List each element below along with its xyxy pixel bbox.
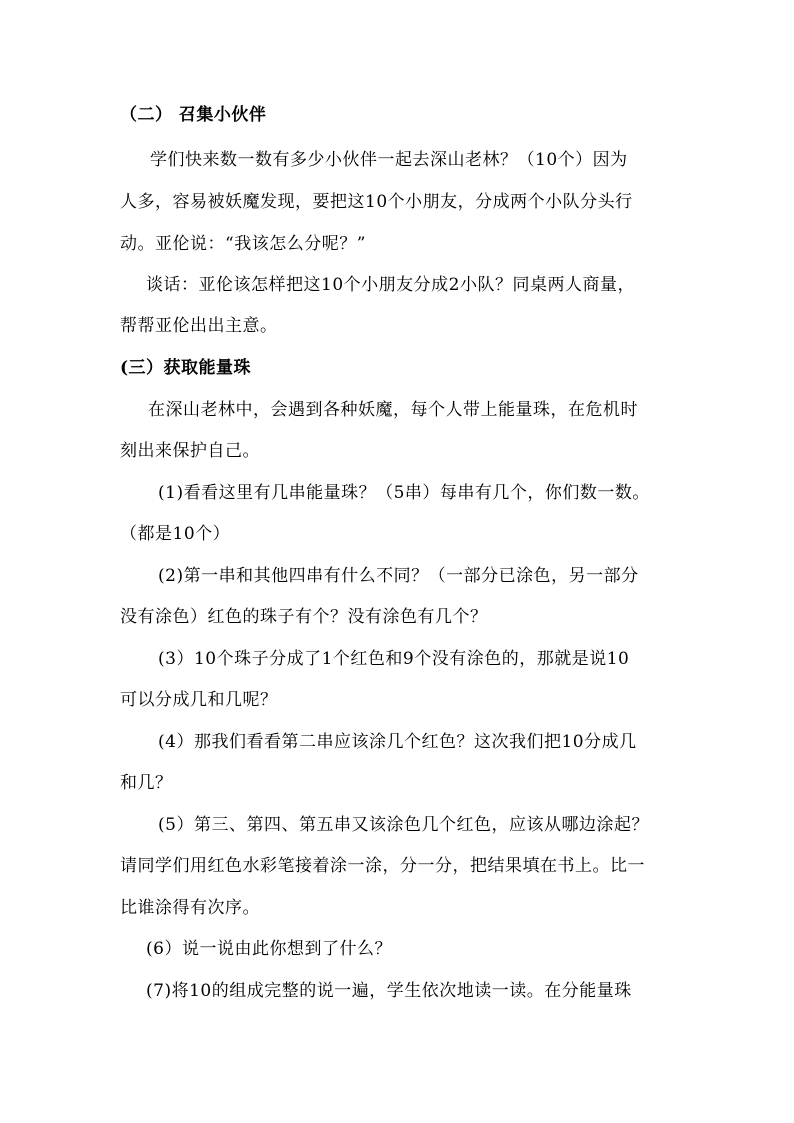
paragraph-line: (5）第三、第四、第五串又该涂色几个红色，应该从哪边涂起？ bbox=[158, 815, 649, 835]
paragraph-line: 刻出来保护自己。 bbox=[120, 441, 260, 461]
paragraph-line: 和几？ bbox=[120, 773, 173, 793]
paragraph-line: (7)将10的组成完整的说一遍，学生依次地读一读。在分能量珠 bbox=[146, 981, 632, 1001]
paragraph-line: 比谁涂得有次序。 bbox=[120, 898, 260, 918]
paragraph-line: (1)看看这里有几串能量珠？（5串）每串有几个，你们数一数。 bbox=[158, 483, 650, 503]
section-3-heading: (三）获取能量珠 bbox=[120, 358, 252, 378]
paragraph-line: (6）说一说由此你想到了什么？ bbox=[146, 939, 392, 959]
paragraph-line: 在深山老林中，会遇到各种妖魔，每个人带上能量珠，在危机时 bbox=[148, 400, 638, 420]
paragraph-line: 没有涂色）红色的珠子有个？没有涂色有几个？ bbox=[120, 607, 488, 627]
paragraph-line: 谈话：亚伦该怎样把这10个小朋友分成2小队？同桌两人商量， bbox=[146, 275, 635, 295]
paragraph-line: (2)第一串和其他四串有什么不同？（一部分已涂色，另一部分 bbox=[158, 566, 639, 586]
section-2-heading: （二） 召集小伙伴 bbox=[120, 105, 267, 125]
paragraph-line: 帮帮亚伦出出主意。 bbox=[120, 316, 278, 336]
paragraph-line: 动。亚伦说：“我该怎么分呢？” bbox=[120, 234, 366, 254]
paragraph-line: 可以分成几和几呢？ bbox=[120, 690, 278, 710]
paragraph-line: 人多，容易被妖魔发现，要把这10个小朋友，分成两个小队分头行 bbox=[120, 192, 633, 212]
paragraph-line: （都是10个） bbox=[120, 524, 231, 544]
paragraph-line: (4）那我们看看第二串应该涂几个红色？这次我们把10分成几 bbox=[158, 732, 637, 752]
paragraph-line: 学们快来数一数有多少小伙伴一起去深山老林？（10个）因为 bbox=[150, 150, 628, 170]
paragraph-line: (3）10个珠子分成了1个红色和9个没有涂色的，那就是说10 bbox=[158, 649, 630, 669]
paragraph-line: 请同学们用红色水彩笔接着涂一涂，分一分，把结果填在书上。比一 bbox=[120, 856, 645, 876]
